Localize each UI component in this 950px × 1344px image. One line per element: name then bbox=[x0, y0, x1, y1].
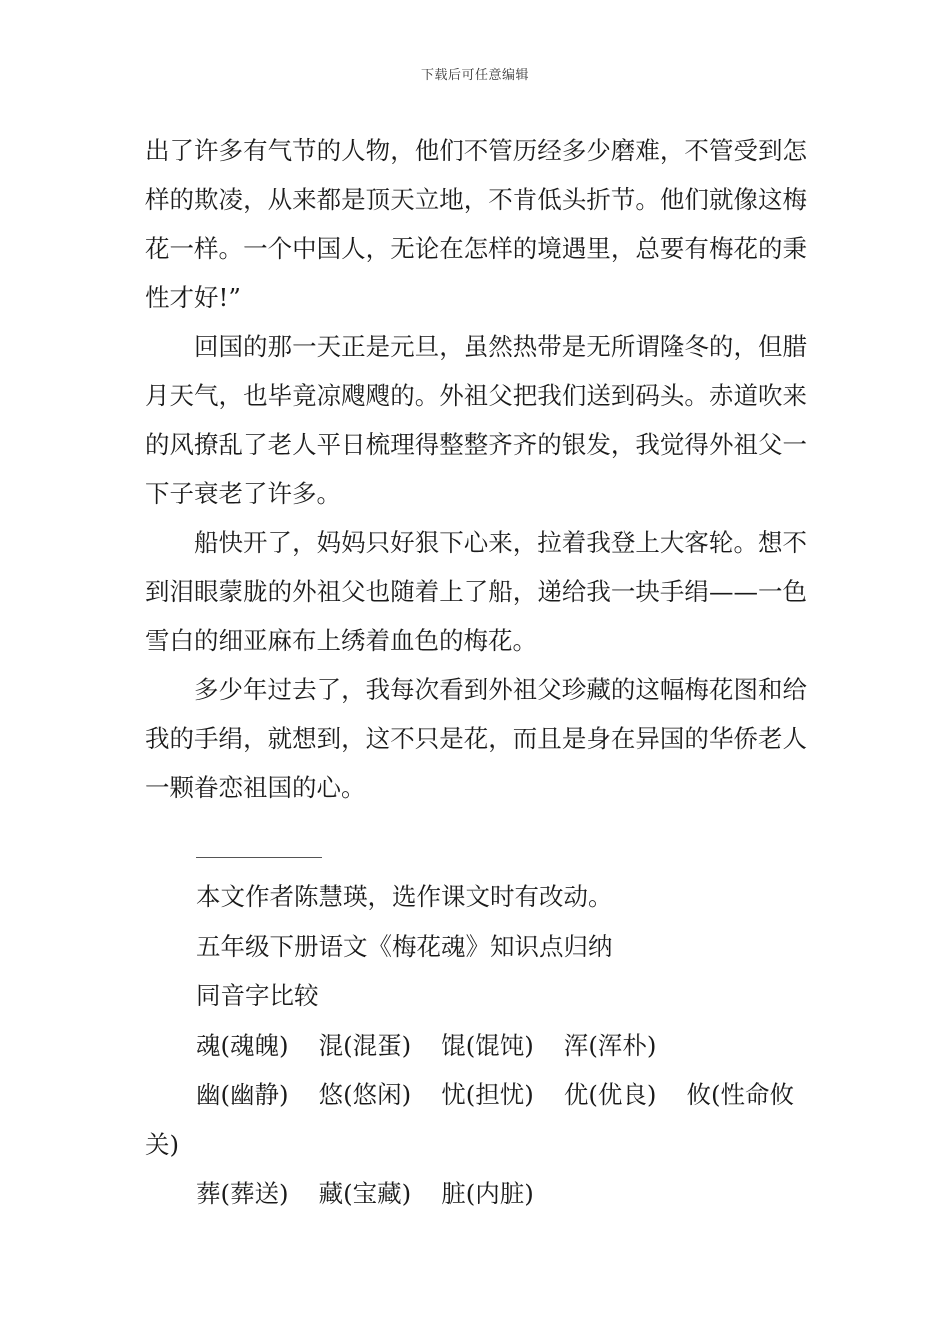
homophone-item: 幽(幽静) bbox=[196, 1080, 289, 1109]
homophone-item: 忧(担忧) bbox=[441, 1080, 534, 1109]
article-paragraph: 多少年过去了，我每次看到外祖父珍藏的这幅梅花图和给我的手绢，就想到，这不只是花，而且是身在异国的华侨老人一颗眷恋祖国的心。 bbox=[145, 675, 807, 802]
page-header: 下载后可任意编辑 bbox=[420, 68, 529, 83]
notes-section bbox=[145, 872, 807, 1219]
article-body bbox=[145, 126, 807, 812]
homophone-item: 悠(悠闲) bbox=[318, 1080, 412, 1109]
homophone-item: 脏(内脏) bbox=[441, 1179, 534, 1208]
article-paragraph: 出了许多有气节的人物，他们不管历经多少磨难，不管受到怎样的欺凌，从来都是顶天立地，不肯低头折节。他们就像这梅花一样。一个中国人，无论在怎样的境遇里，总要有梅花的秉性才好!” bbox=[145, 136, 807, 312]
footnote-divider bbox=[196, 857, 322, 858]
subsection-title: 同音字比较 bbox=[196, 981, 319, 1010]
homophone-item: 攸(性命攸关) bbox=[145, 1080, 795, 1159]
homophone-item: 浑(浑朴) bbox=[563, 1030, 657, 1060]
homophone-item: 魂(魂魄) bbox=[196, 1030, 289, 1060]
homophone-row bbox=[145, 1070, 807, 1169]
homophone-row bbox=[145, 1169, 807, 1219]
homophone-item: 优(优良) bbox=[563, 1080, 657, 1109]
homophone-row bbox=[145, 1021, 807, 1071]
section-title: 五年级下册语文《梅花魂》知识点归纳 bbox=[196, 931, 613, 961]
article-paragraph: 船快开了，妈妈只好狠下心来，拉着我登上大客轮。想不到泪眼蒙胧的外祖父也随着上了船，递给我一块手绢——一色雪白的细亚麻布上绣着血色的梅花。 bbox=[145, 528, 807, 655]
homophone-item: 混(混蛋) bbox=[318, 1030, 412, 1060]
homophone-item: 葬(葬送) bbox=[196, 1179, 289, 1208]
article-paragraph: 回国的那一天正是元旦，虽然热带是无所谓隆冬的，但腊月天气，也毕竟凉飕飕的。外祖父把我们送到码头。赤道吹来的风撩乱了老人平日梳理得整整齐齐的银发，我觉得外祖父一下子衰老了许多。 bbox=[145, 332, 807, 508]
homophone-item: 藏(宝藏) bbox=[318, 1179, 412, 1208]
author-note: 本文作者陈慧瑛，选作课文时有改动。 bbox=[196, 882, 613, 911]
homophone-item: 馄(馄饨) bbox=[441, 1030, 534, 1060]
